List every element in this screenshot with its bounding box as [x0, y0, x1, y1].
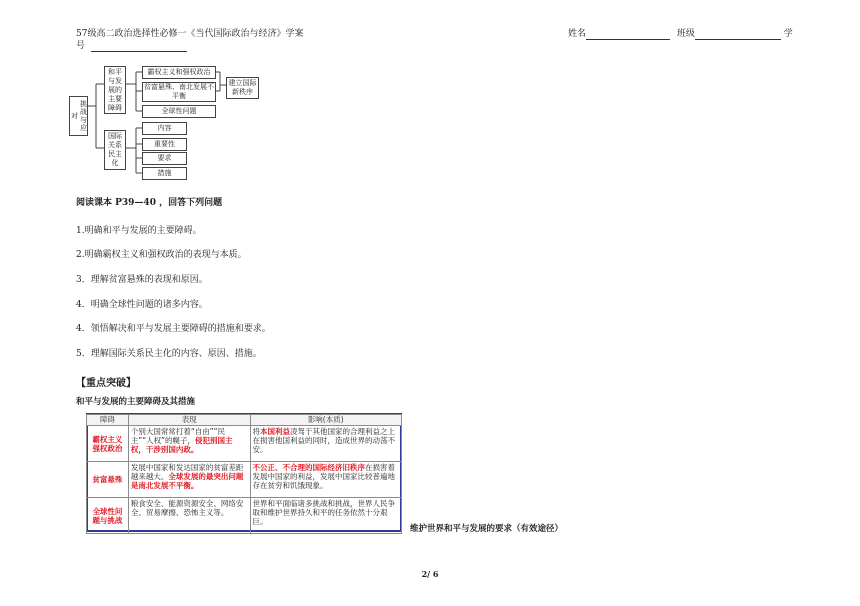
diagram-item-importance: 重要性 — [142, 138, 187, 151]
row-impact: 不公正、不合理的国际经济旧秩序在损害着发展中国家的利益，发展中国家比较普遍地存在贫穷和饥饿现象。 — [250, 462, 402, 498]
diagram-target-new-order: 建立国际新秩序 — [226, 77, 259, 99]
reading-item: 4．领悟解决和平与发展主要障碍的措施和要求。 — [76, 324, 271, 334]
table-caption: 和平与发展的主要障碍及其措施 — [76, 397, 196, 407]
diagram-item-measures: 措施 — [142, 167, 187, 180]
header-title — [76, 29, 303, 40]
id-row — [76, 41, 187, 52]
reading-item: 2.明确霸权主义和强权政治的表现与本质。 — [76, 250, 247, 260]
row-impact: 将本国利益凌驾于其他国家的合理利益之上在损害他国利益的同时，造成世界的动荡不安。 — [250, 426, 402, 462]
id-field[interactable] — [91, 42, 187, 52]
row-manifestation: 发展中国家和发达国家的贫富差距越来越大。全球发展的最突出问题是南北发展不平衡。 — [128, 462, 250, 498]
name-label: 姓名 — [568, 29, 587, 39]
col-header-manifestation: 表现 — [128, 415, 250, 426]
table-row — [87, 426, 402, 462]
diagram-branch-obstacles: 和平与发展的主要障碍 — [104, 66, 126, 114]
reading-item: 1.明确和平与发展的主要障碍。 — [76, 226, 202, 236]
diagram-root: 挑战与应对 — [69, 96, 88, 136]
diagram-item-content: 内容 — [142, 122, 187, 135]
row-category: 全球性问题与挑战 — [87, 498, 129, 534]
col-header-obstacle: 障碍 — [87, 415, 129, 426]
header-fields — [568, 29, 793, 40]
id-label: 号 — [76, 41, 86, 51]
reading-item: 5．理解国际关系民主化的内容、原因、措施。 — [76, 349, 262, 359]
class-field[interactable] — [695, 30, 781, 40]
row-category: 贫富悬殊 — [87, 462, 129, 498]
table-header-row — [87, 415, 402, 426]
page-number: 2/ 6 — [421, 569, 439, 579]
course-title: 57级高二政治选择性必修一《当代国际政治与经济》学案 — [76, 29, 304, 39]
table-row — [87, 462, 402, 498]
diagram-item-global-issues: 全球性问题 — [142, 105, 216, 118]
row-category: 霸权主义强权政治 — [87, 426, 129, 462]
key-points-heading: 【重点突破】 — [76, 378, 136, 389]
reading-item: 4．明确全球性问题的诸多内容。 — [76, 300, 208, 310]
row-impact: 世界和平面临诸多挑战和挑战，世界人民争取和维护世界持久和平的任务依然十分艰巨。 — [250, 498, 402, 534]
class-label: 班级 — [676, 29, 695, 39]
diagram-item-wealth-gap: 贫富悬殊、南北发展不平衡 — [144, 83, 214, 100]
diagram-item-hegemony: 霸权主义和强权政治 — [142, 66, 216, 79]
row-manifestation: 个别大国常常打着“自由”“民主”“人权”的幌子，侵犯别国主权，干涉别国内政。 — [128, 426, 250, 462]
row-manifestation: 粮食安全、能源资源安全、网络安全、贸易摩擦、恐怖主义等。 — [128, 498, 250, 534]
id-label-tail: 学 — [783, 29, 793, 39]
diagram-branch-democratization: 国际关系民主化 — [104, 130, 126, 170]
reading-item: 3．理解贫富悬殊的表现和原因。 — [76, 275, 208, 285]
obstacles-table — [86, 414, 402, 534]
reading-heading: 阅读课本 P39—40 ，回答下列问题 — [76, 198, 223, 208]
col-header-impact: 影响(本质) — [250, 415, 402, 426]
requirements-note: 维护世界和平与发展的要求（有效途径） — [410, 524, 564, 534]
diagram-item-requirements: 要求 — [142, 152, 187, 165]
table-row — [87, 498, 402, 534]
name-field[interactable] — [586, 30, 670, 40]
